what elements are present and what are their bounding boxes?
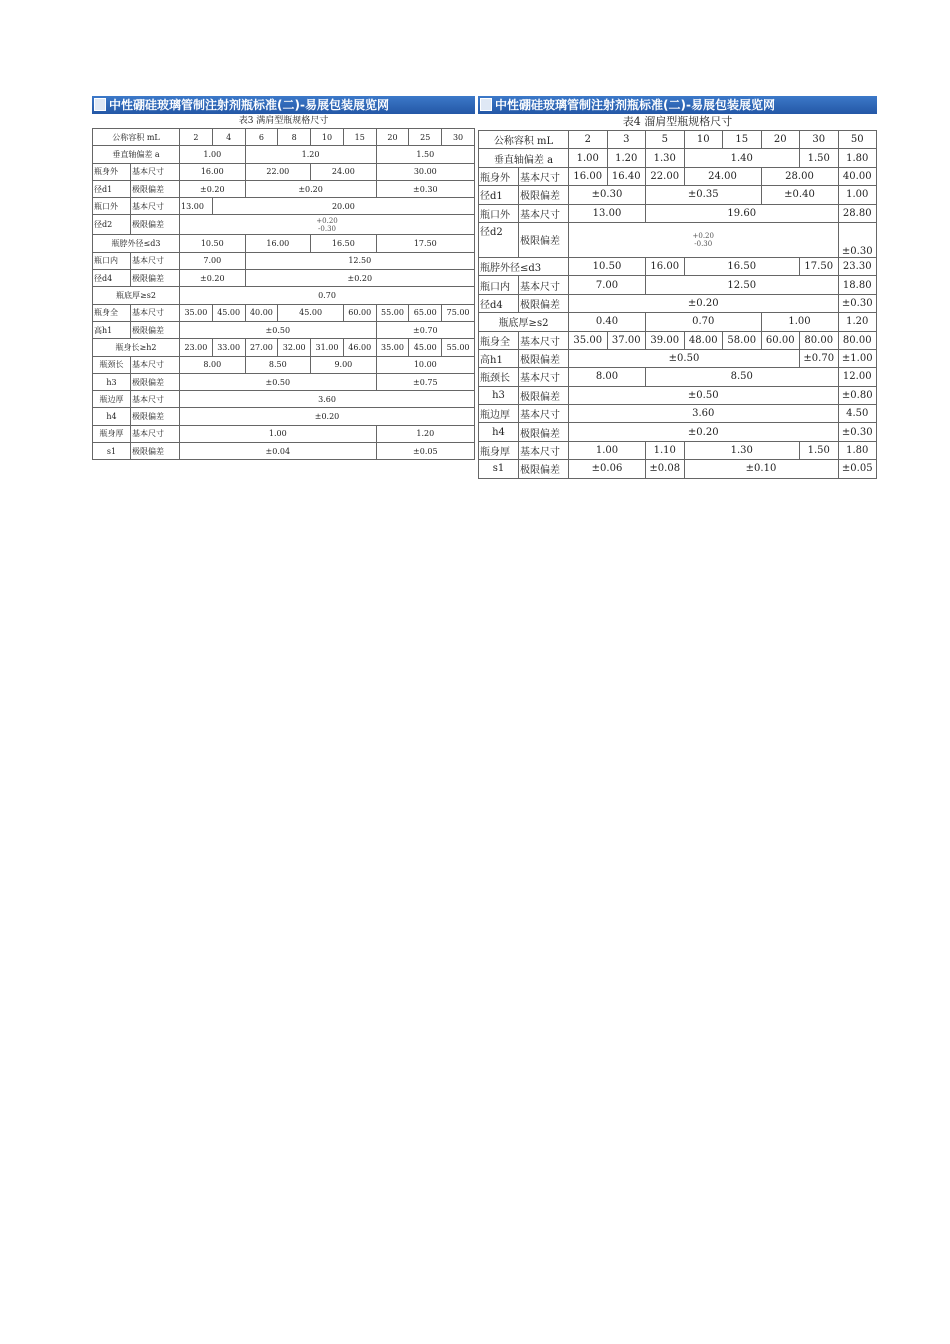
table-row <box>93 425 475 442</box>
value-cell: 3.60 <box>569 405 839 423</box>
row-label: 高h1 <box>479 349 519 367</box>
table-row <box>479 441 877 459</box>
capacity-cell: 2 <box>569 131 608 149</box>
table-row <box>93 270 475 287</box>
value-cell: 32.00 <box>278 339 311 356</box>
value-cell: ±0.50 <box>180 321 377 338</box>
capacity-cell: 10 <box>311 129 344 146</box>
sub-label: 极限偏差 <box>131 408 180 425</box>
value-cell: 40.00 <box>838 167 877 185</box>
row-label: 瓶口内 <box>479 276 519 294</box>
row-label: 径d4 <box>93 270 131 287</box>
row-label: s1 <box>93 443 131 460</box>
table-row <box>479 149 877 167</box>
value-cell: 1.50 <box>376 146 474 163</box>
value-cell: 8.00 <box>569 368 646 386</box>
capacity-cell: 6 <box>245 129 278 146</box>
table-row <box>479 331 877 349</box>
value-cell: 0.70 <box>180 287 475 304</box>
value-cell: 28.00 <box>761 167 838 185</box>
header-cell: 公称容积 mL <box>93 129 180 146</box>
sub-label: 极限偏差 <box>131 373 180 390</box>
table-row <box>93 356 475 373</box>
row-label: 瓶脖外径≤d3 <box>93 235 180 252</box>
table-row <box>93 180 475 197</box>
row-label: h3 <box>479 386 519 404</box>
sub-label: 极限偏差 <box>519 222 569 257</box>
value-cell: 10.50 <box>180 235 246 252</box>
value-cell: 7.00 <box>569 276 646 294</box>
table-row <box>479 257 877 275</box>
value-cell: 1.00 <box>180 425 377 442</box>
value-cell: 16.00 <box>569 167 608 185</box>
table-row <box>93 304 475 321</box>
value-cell: 45.00 <box>212 304 245 321</box>
value-cell: 60.00 <box>761 331 800 349</box>
value-cell: ±0.50 <box>180 373 377 390</box>
row-label: 瓶口外 <box>93 198 131 215</box>
sub-label: 极限偏差 <box>519 460 569 478</box>
value-cell: ±0.80 <box>838 386 877 404</box>
value-cell: ±1.00 <box>838 349 877 367</box>
window-icon <box>94 98 106 111</box>
capacity-cell: 25 <box>409 129 442 146</box>
tolerance-upper: +0.20 <box>692 231 714 240</box>
table4-panel <box>478 96 877 479</box>
value-cell: 8.00 <box>180 356 246 373</box>
table-row <box>479 460 877 478</box>
row-label: h3 <box>93 373 131 390</box>
value-cell: 10.50 <box>569 257 646 275</box>
row-label: 瓶身外 <box>93 163 131 180</box>
value-cell: 1.00 <box>761 313 838 331</box>
tolerance-lower: -0.30 <box>318 224 336 233</box>
value-cell: 12.00 <box>838 368 877 386</box>
table-row <box>479 294 877 312</box>
table-row <box>479 204 877 222</box>
capacity-cell: 3 <box>607 131 646 149</box>
value-cell: 12.50 <box>245 252 474 269</box>
capacity-cell: 4 <box>212 129 245 146</box>
value-cell: 27.00 <box>245 339 278 356</box>
value-cell: ±0.20 <box>569 423 839 441</box>
sub-label: 极限偏差 <box>131 215 180 235</box>
capacity-cell: 30 <box>800 131 839 149</box>
value-cell: 13.00 <box>180 198 213 215</box>
row-label: h4 <box>479 423 519 441</box>
value-cell: 33.00 <box>212 339 245 356</box>
table-row <box>479 368 877 386</box>
sub-label: 基本尺寸 <box>131 252 180 269</box>
row-label: 径d1 <box>479 186 519 204</box>
row-label: 瓶口外 <box>479 204 519 222</box>
value-cell: 46.00 <box>343 339 376 356</box>
capacity-cell: 5 <box>646 131 685 149</box>
table-row <box>479 222 877 257</box>
title-bar <box>92 96 475 114</box>
value-cell: 1.20 <box>607 149 646 167</box>
value-cell: 16.00 <box>646 257 685 275</box>
sub-label: 基本尺寸 <box>131 425 180 442</box>
value-cell: ±0.30 <box>838 423 877 441</box>
title-text: 中性硼硅玻璃管制注射剂瓶标准(二)-易展包装展览网 <box>495 98 775 112</box>
value-cell: 35.00 <box>180 304 213 321</box>
value-cell: ±0.30 <box>376 180 474 197</box>
sub-label: 极限偏差 <box>519 349 569 367</box>
sub-label: 极限偏差 <box>131 180 180 197</box>
value-cell: ±0.50 <box>569 349 800 367</box>
value-cell: ±0.20 <box>569 294 839 312</box>
value-cell: 31.00 <box>311 339 344 356</box>
table-row <box>93 408 475 425</box>
table-row <box>93 235 475 252</box>
table-caption: 表3 满肩型瓶规格尺寸 <box>238 116 329 126</box>
value-cell: ±0.20 <box>180 408 475 425</box>
value-cell: 80.00 <box>800 331 839 349</box>
value-cell: ±0.70 <box>800 349 839 367</box>
value-cell: ±0.20 <box>245 180 376 197</box>
sub-label: 极限偏差 <box>519 186 569 204</box>
value-cell: 13.00 <box>569 204 646 222</box>
value-cell: 1.00 <box>569 441 646 459</box>
window-icon <box>480 98 492 111</box>
value-cell: 1.80 <box>838 149 877 167</box>
row-label: 径d2 <box>93 215 131 235</box>
sub-label: 基本尺寸 <box>131 356 180 373</box>
row-label: 径d1 <box>93 180 131 197</box>
capacity-cell: 50 <box>838 131 877 149</box>
tolerance-upper: +0.20 <box>316 216 338 225</box>
capacity-cell: 20 <box>376 129 409 146</box>
value-cell: 37.00 <box>607 331 646 349</box>
value-cell: 7.00 <box>180 252 246 269</box>
value-cell: 0.40 <box>569 313 646 331</box>
sub-label: 极限偏差 <box>519 386 569 404</box>
table-row <box>479 349 877 367</box>
row-label: h4 <box>93 408 131 425</box>
value-cell: ±0.40 <box>761 186 838 204</box>
value-cell: ±0.20 <box>180 180 246 197</box>
value-cell: 23.30 <box>838 257 877 275</box>
value-cell: 60.00 <box>343 304 376 321</box>
value-cell: 24.00 <box>311 163 377 180</box>
value-cell: 30.00 <box>376 163 474 180</box>
tolerance-cell <box>180 215 475 235</box>
title-bar <box>478 96 877 114</box>
table3-panel <box>92 96 475 460</box>
table-row <box>93 321 475 338</box>
row-label: 瓶颈长 <box>93 356 131 373</box>
tolerance-cell <box>569 222 839 257</box>
value-cell: 17.50 <box>800 257 839 275</box>
table-row <box>93 146 475 163</box>
table-row <box>479 276 877 294</box>
row-label: 瓶身全 <box>93 304 131 321</box>
table-row <box>93 215 475 235</box>
sub-label: 基本尺寸 <box>131 198 180 215</box>
value-cell: 1.10 <box>646 441 685 459</box>
capacity-cell: 20 <box>761 131 800 149</box>
sub-label: 极限偏差 <box>131 270 180 287</box>
table-row <box>93 163 475 180</box>
table-row <box>93 198 475 215</box>
value-cell: 17.50 <box>376 235 474 252</box>
value-cell: ±0.04 <box>180 443 377 460</box>
value-cell: 1.80 <box>838 441 877 459</box>
value-cell: 22.00 <box>245 163 311 180</box>
value-cell: 45.00 <box>409 339 442 356</box>
value-cell: 18.80 <box>838 276 877 294</box>
value-cell: 1.30 <box>646 149 685 167</box>
value-cell: 12.50 <box>646 276 839 294</box>
sub-label: 基本尺寸 <box>519 405 569 423</box>
value-cell: ±0.35 <box>646 186 762 204</box>
sub-label: 极限偏差 <box>131 321 180 338</box>
value-cell: ±0.50 <box>569 386 839 404</box>
value-cell: ±0.08 <box>646 460 685 478</box>
value-cell: 0.70 <box>646 313 762 331</box>
value-cell: ±0.75 <box>376 373 474 390</box>
value-cell: 16.50 <box>684 257 800 275</box>
sub-label: 极限偏差 <box>519 423 569 441</box>
sub-label: 基本尺寸 <box>519 368 569 386</box>
value-cell: 55.00 <box>442 339 475 356</box>
capacity-cell: 15 <box>723 131 762 149</box>
value-cell: 8.50 <box>646 368 839 386</box>
value-cell: 1.20 <box>376 425 474 442</box>
value-cell: 1.00 <box>569 149 608 167</box>
value-cell: 3.60 <box>180 391 475 408</box>
value-cell: 1.00 <box>838 186 877 204</box>
header-cell: 公称容积 mL <box>479 131 569 149</box>
value-cell: 8.50 <box>245 356 311 373</box>
value-cell: 80.00 <box>838 331 877 349</box>
row-label: 瓶身厚 <box>93 425 131 442</box>
table-row <box>479 405 877 423</box>
row-label: 瓶身全 <box>479 331 519 349</box>
sub-label: 基本尺寸 <box>519 441 569 459</box>
value-cell: 35.00 <box>569 331 608 349</box>
sub-label: 基本尺寸 <box>519 167 569 185</box>
row-label: 瓶边厚 <box>93 391 131 408</box>
value-cell: 39.00 <box>646 331 685 349</box>
row-label: s1 <box>479 460 519 478</box>
row-label: 瓶底厚≥s2 <box>479 313 569 331</box>
table-row <box>479 386 877 404</box>
table-row <box>93 129 475 146</box>
value-cell: 22.00 <box>646 167 685 185</box>
value-cell: ±0.30 <box>838 294 877 312</box>
value-cell: 48.00 <box>684 331 723 349</box>
sub-label: 基本尺寸 <box>519 276 569 294</box>
value-cell: ±0.20 <box>180 270 246 287</box>
table-row <box>93 443 475 460</box>
value-cell: 1.30 <box>684 441 800 459</box>
row-label: 瓶边厚 <box>479 405 519 423</box>
table-row <box>479 167 877 185</box>
capacity-cell: 8 <box>278 129 311 146</box>
table-caption: 表4 溜肩型瓶规格尺寸 <box>622 115 733 128</box>
sub-label: 极限偏差 <box>519 294 569 312</box>
value-cell: 9.00 <box>311 356 377 373</box>
value-cell: 16.40 <box>607 167 646 185</box>
table-row <box>93 287 475 304</box>
value-cell: 16.00 <box>180 163 246 180</box>
sub-label: 基本尺寸 <box>131 163 180 180</box>
row-label: 瓶底厚≥s2 <box>93 287 180 304</box>
value-cell: ±0.05 <box>838 460 877 478</box>
value-cell: 19.60 <box>646 204 839 222</box>
row-label: 高h1 <box>93 321 131 338</box>
sub-label: 基本尺寸 <box>519 331 569 349</box>
row-label: 径d2 <box>479 222 519 257</box>
value-cell: 58.00 <box>723 331 762 349</box>
value-cell: 65.00 <box>409 304 442 321</box>
table-row <box>479 423 877 441</box>
value-cell: 20.00 <box>212 198 474 215</box>
capacity-cell: 15 <box>343 129 376 146</box>
value-cell: 1.00 <box>180 146 246 163</box>
row-label: 径d4 <box>479 294 519 312</box>
row-label: 瓶颈长 <box>479 368 519 386</box>
value-cell: 16.00 <box>245 235 311 252</box>
value-cell: ±0.06 <box>569 460 646 478</box>
table-row <box>93 373 475 390</box>
value-cell: ±0.30 <box>569 186 646 204</box>
row-label: 垂直轴偏差 a <box>479 149 569 167</box>
sub-label: 基本尺寸 <box>131 391 180 408</box>
value-cell: ±0.20 <box>245 270 474 287</box>
capacity-cell: 2 <box>180 129 213 146</box>
row-label: 垂直轴偏差 a <box>93 146 180 163</box>
value-cell: 24.00 <box>684 167 761 185</box>
row-label: 瓶脖外径≤d3 <box>479 257 569 275</box>
value-cell: ±0.05 <box>376 443 474 460</box>
table-row <box>479 313 877 331</box>
value-cell: ±0.30 <box>838 222 877 257</box>
title-text: 中性硼硅玻璃管制注射剂瓶标准(二)-易展包装展览网 <box>109 98 389 112</box>
value-cell: 23.00 <box>180 339 213 356</box>
table-row <box>93 252 475 269</box>
capacity-cell: 10 <box>684 131 723 149</box>
value-cell: 10.00 <box>376 356 474 373</box>
row-label: 瓶口内 <box>93 252 131 269</box>
row-label: 瓶身外 <box>479 167 519 185</box>
sub-label: 极限偏差 <box>131 443 180 460</box>
capacity-cell: 30 <box>442 129 475 146</box>
value-cell: 4.50 <box>838 405 877 423</box>
table-row <box>93 391 475 408</box>
sub-label: 基本尺寸 <box>519 204 569 222</box>
table-row <box>93 339 475 356</box>
value-cell: 16.50 <box>311 235 377 252</box>
table-row <box>479 186 877 204</box>
value-cell: 1.20 <box>245 146 376 163</box>
value-cell: 1.40 <box>684 149 800 167</box>
row-label: 瓶身厚 <box>479 441 519 459</box>
tolerance-lower: -0.30 <box>694 239 713 248</box>
value-cell: 40.00 <box>245 304 278 321</box>
table-row <box>479 131 877 149</box>
value-cell: 1.50 <box>800 149 839 167</box>
value-cell: ±0.70 <box>376 321 474 338</box>
value-cell: 28.80 <box>838 204 877 222</box>
value-cell: 1.20 <box>838 313 877 331</box>
value-cell: 1.50 <box>800 441 839 459</box>
spec-table-4 <box>478 130 877 479</box>
value-cell: 45.00 <box>278 304 344 321</box>
sub-label: 基本尺寸 <box>131 304 180 321</box>
value-cell: 55.00 <box>376 304 409 321</box>
value-cell: ±0.10 <box>684 460 838 478</box>
value-cell: 35.00 <box>376 339 409 356</box>
row-label: 瓶身长≥h2 <box>93 339 180 356</box>
value-cell: 75.00 <box>442 304 475 321</box>
spec-table-3 <box>92 128 475 460</box>
